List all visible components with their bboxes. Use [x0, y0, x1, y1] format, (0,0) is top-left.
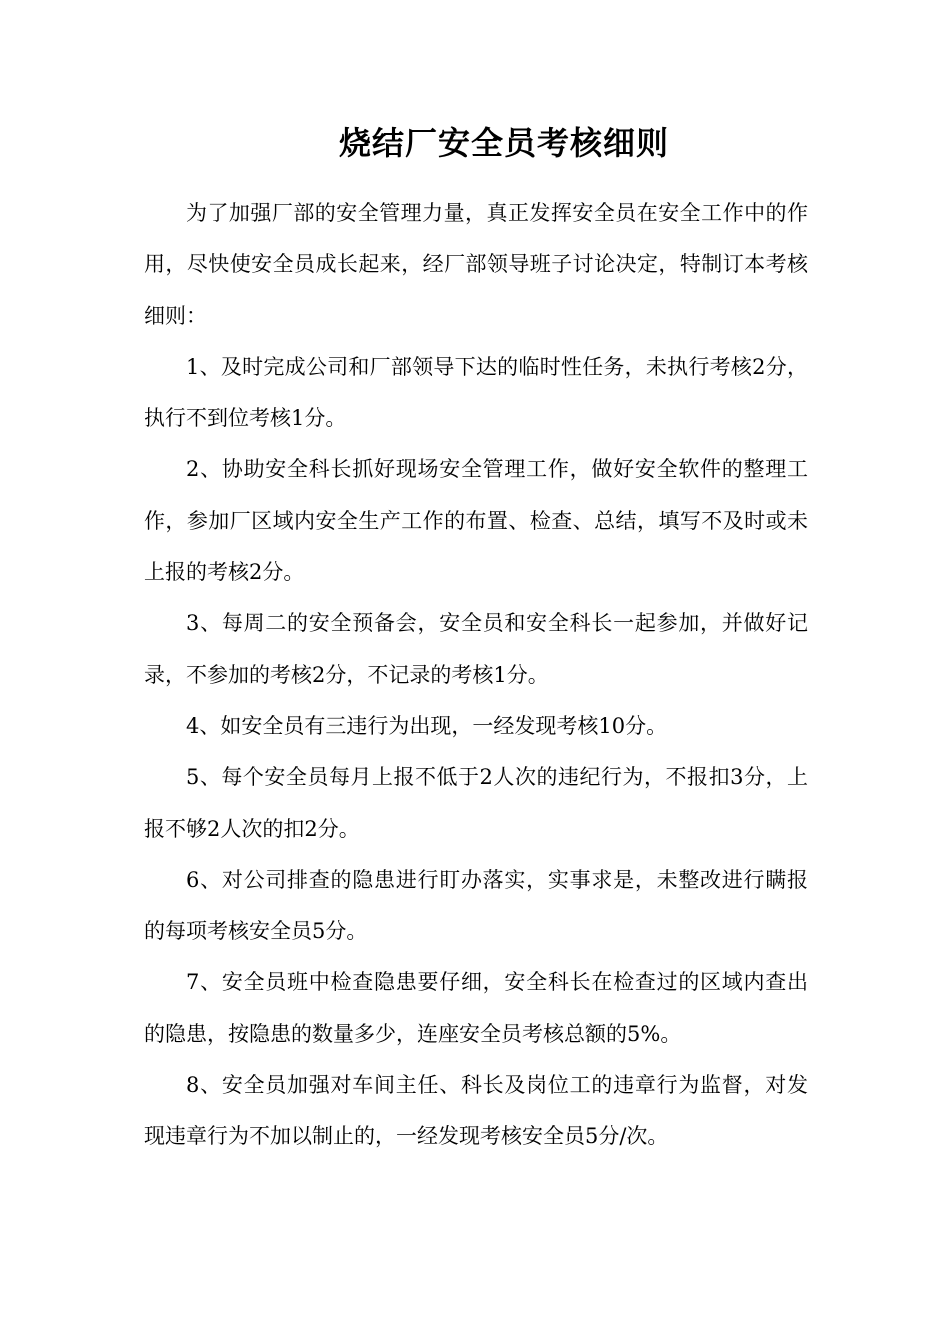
rule-item-4: 4、如安全员有三违行为出现，一经发现考核10分。 [186, 713, 668, 738]
document-body [144, 188, 808, 1163]
intro-paragraph: 为了加强厂部的安全管理力量，真正发挥安全员在安全工作中的作用，尽快使安全员成长起来，经厂部领导班子讨论决定，特制订本考核细则： [144, 201, 808, 328]
rule-item-8: 8、安全员加强对车间主任、科长及岗位工的违章行为监督，对发现违章行为不加以制止的，一经发现考核安全员5分/次。 [144, 1073, 808, 1149]
rule-item-5: 5、每个安全员每月上报不低于2人次的违纪行为，不报扣3分，上报不够2人次的扣2分。 [144, 765, 808, 841]
document-title: 烧结厂安全员考核细则 [338, 124, 669, 162]
rule-item-6: 6、对公司排查的隐患进行盯办落实，实事求是，未整改进行瞒报的每项考核安全员5分。 [144, 867, 808, 944]
rule-item-1: 1、及时完成公司和厂部领导下达的临时性任务，未执行考核2分，执行不到位考核1分。 [144, 354, 808, 431]
rule-item-2: 2、协助安全科长抓好现场安全管理工作，做好安全软件的整理工作，参加厂区域内安全生产工作的布置、检查、总结，填写不及时或未上报的考核2分。 [144, 457, 808, 585]
rule-item-3: 3、每周二的安全预备会，安全员和安全科长一起参加，并做好记录，不参加的考核2分，不记录的考核1分。 [144, 611, 808, 687]
rule-item-7: 7、安全员班中检查隐患要仔细，安全科长在检查过的区域内查出的隐患，按隐患的数量多少，连座安全员考核总额的5%。 [144, 970, 808, 1046]
